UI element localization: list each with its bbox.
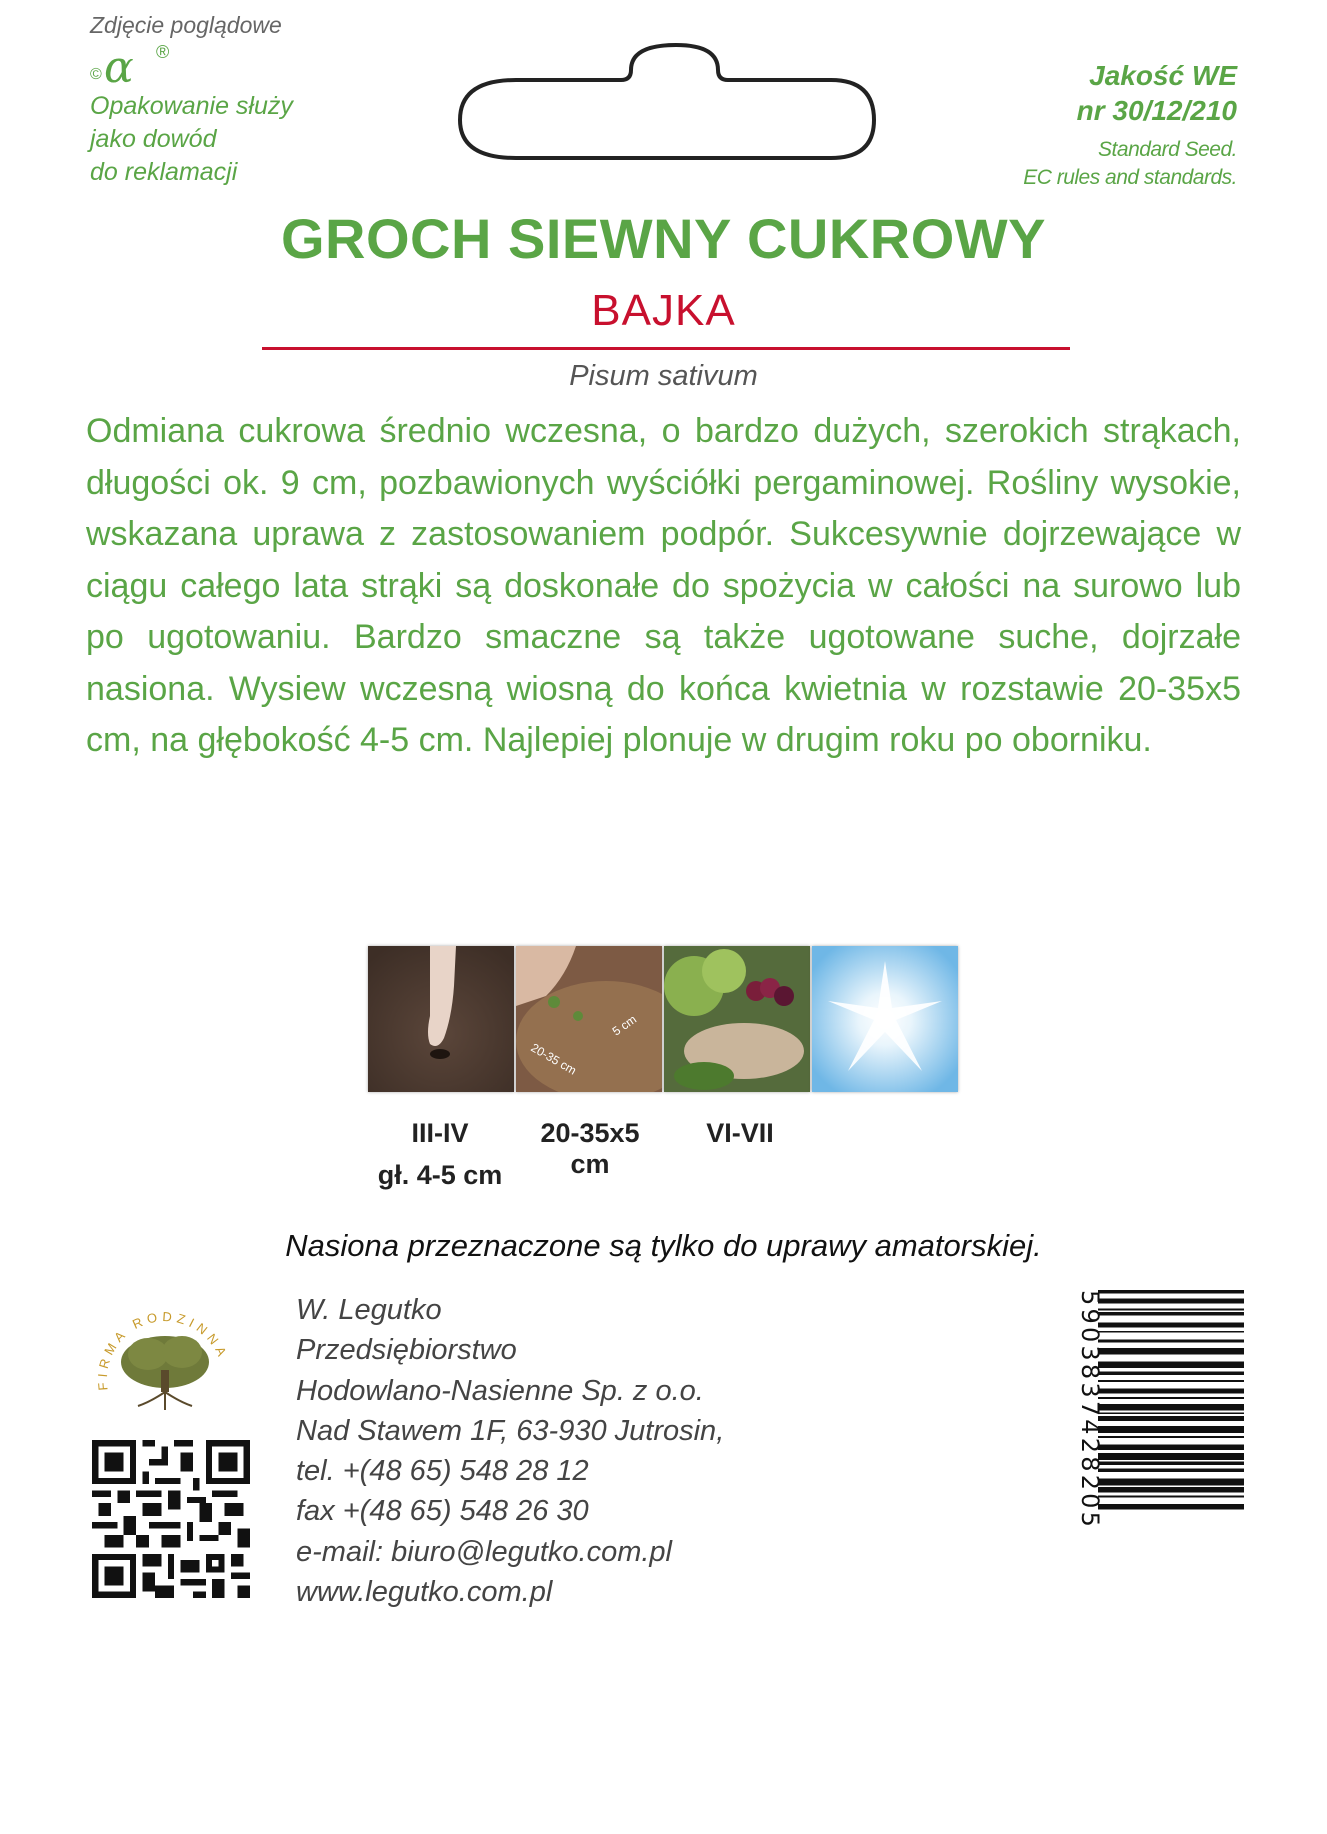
- company-email[interactable]: e-mail: biuro@legutko.com.pl: [296, 1535, 672, 1568]
- quality-info: [1023, 58, 1237, 192]
- copyright-mark: ©: [90, 66, 102, 83]
- photo-note: Zdjęcie poglądowe: [90, 12, 282, 38]
- barcode-bar: [1098, 1397, 1244, 1399]
- barcode-bar: [1098, 1380, 1244, 1382]
- barcode-bar: [1098, 1426, 1244, 1433]
- company-phone: tel. +(48 65) 548 28 12: [296, 1455, 589, 1488]
- variety-name: BAJKA: [591, 286, 736, 335]
- spacing-row-label: 20-35 cm: [528, 1040, 579, 1078]
- quality-label: Jakość WE: [1089, 60, 1237, 91]
- harvest-photo: [664, 946, 810, 1092]
- qr-code: [92, 1440, 250, 1598]
- product-title: GROCH SIEWNY CUKROWY: [281, 207, 1046, 270]
- barcode-bar: [1098, 1504, 1244, 1509]
- spacing-5cm-label: 5 cm: [609, 1012, 640, 1039]
- company-website[interactable]: www.legutko.com.pl: [296, 1576, 553, 1609]
- registered-mark: ®: [156, 42, 170, 62]
- barcode-bar: [1098, 1479, 1244, 1486]
- barcode-bar: [1098, 1412, 1244, 1414]
- sowing-period: III-IV: [411, 1118, 469, 1148]
- spacing-value: 20-35x5 cm: [540, 1118, 640, 1179]
- complaint-note: [90, 90, 350, 189]
- complaint-line: Opakowanie służy: [90, 92, 293, 120]
- product-description: Odmiana cukrowa średnio wczesna, o bardzo dużych, szerokich strąkach, długości ok. 9 cm, pozbawionych wyściółki pergaminowej. Rośliny wysokie, wskazana uprawa z zastosowaniem podpór. Sukcesywnie dojrzewające w ciągu całego lata strąki są doskonałe do spożycia w całości na surowo lub po ugotowaniu. Bardzo smaczne są także ugotowane suche, dojrzałe nasiona. Wysiew wczesną wiosną do końca kwietnia w rozstawie 20-35x5 cm, na głębokość 4-5 cm. Najlepiej plonuje w drugim roku po oborniku.: [86, 412, 1241, 759]
- barcode-bar: [1098, 1339, 1244, 1342]
- barcode-bar: [1098, 1290, 1244, 1293]
- barcode-bar: [1098, 1348, 1244, 1355]
- barcode-bar: [1098, 1445, 1244, 1450]
- company-fax: fax +(48 65) 548 26 30: [296, 1495, 589, 1528]
- barcode-bar: [1098, 1372, 1244, 1375]
- barcode-bar: [1098, 1361, 1244, 1368]
- title-divider: [262, 347, 1070, 350]
- barcode-bar: [1098, 1416, 1244, 1421]
- quality-number: nr 30/12/210: [1076, 95, 1237, 126]
- barcode-bar: [1098, 1331, 1244, 1333]
- barcode-bar: [1098, 1299, 1244, 1304]
- hanger-hole-outline: [456, 40, 876, 170]
- company-type: Przedsiębiorstwo: [296, 1334, 517, 1367]
- company-legal-form: Hodowlano-Nasienne Sp. z o.o.: [296, 1374, 704, 1407]
- company-street: Nad Stawem 1F, 63-930 Jutrosin,: [296, 1414, 725, 1447]
- barcode-bar: [1098, 1312, 1244, 1315]
- top-left-note: [90, 10, 350, 189]
- alpha-logo-mark: α: [104, 42, 134, 93]
- latin-name: Pisum sativum: [569, 360, 758, 392]
- complaint-line: do reklamacji: [90, 158, 238, 186]
- family-company-label: FIRMA RODZINNA: [94, 1308, 232, 1392]
- barcode-bar: [1098, 1453, 1244, 1460]
- ec-rules-label: EC rules and standards.: [1023, 166, 1237, 189]
- cultivation-icons: [368, 946, 963, 1094]
- barcode-bar: [1098, 1309, 1244, 1311]
- barcode-bar: [1098, 1462, 1244, 1465]
- barcode-bar: [1098, 1404, 1244, 1411]
- barcode-bar: [1098, 1322, 1244, 1327]
- barcode-digits: 5903837428205: [1076, 1290, 1104, 1531]
- family-company-tree-logo: [90, 1290, 240, 1440]
- barcode-bar: [1098, 1496, 1244, 1498]
- barcode-bar: [1098, 1469, 1244, 1472]
- company-address: [296, 1290, 856, 1612]
- spacing-photo: [516, 946, 662, 1092]
- sowing-photo: [368, 946, 514, 1092]
- alpha-logo: [90, 40, 350, 93]
- barcode-bar: [1098, 1436, 1244, 1438]
- company-name: W. Legutko: [296, 1294, 442, 1326]
- harvest-period: VI-VII: [706, 1118, 774, 1148]
- sun-icon: [812, 946, 958, 1092]
- amateur-use-notice: Nasiona przeznaczone są tylko do uprawy amatorskiej.: [285, 1228, 1042, 1263]
- sowing-depth: gł. 4-5 cm: [377, 1160, 503, 1190]
- barcode-bar: [1098, 1389, 1244, 1394]
- standard-seed-label: Standard Seed.: [1098, 138, 1237, 161]
- barcode-bar: [1098, 1487, 1244, 1492]
- complaint-line: jako dowód: [90, 125, 217, 153]
